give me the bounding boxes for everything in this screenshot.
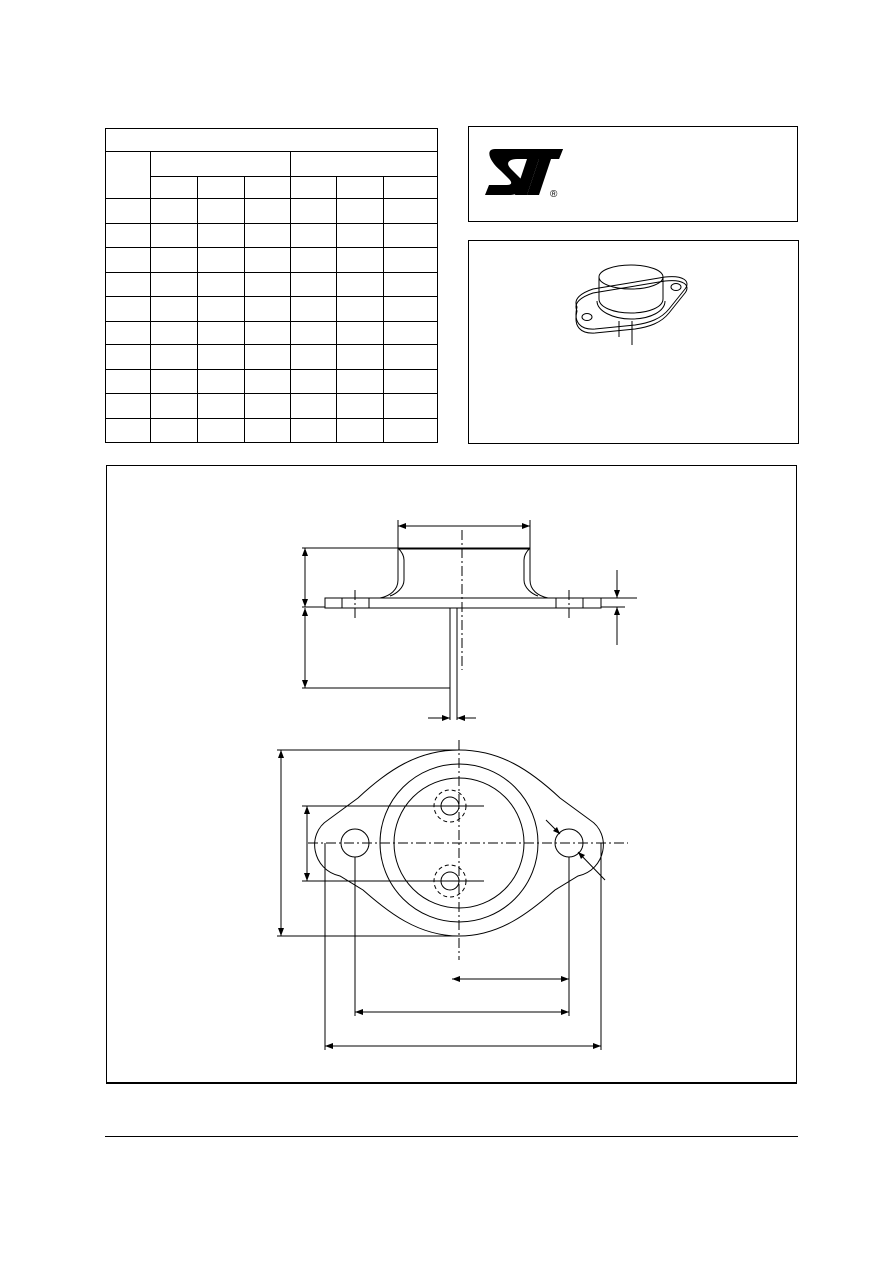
registered-mark: ® <box>550 189 558 200</box>
footer-divider <box>105 1136 798 1137</box>
